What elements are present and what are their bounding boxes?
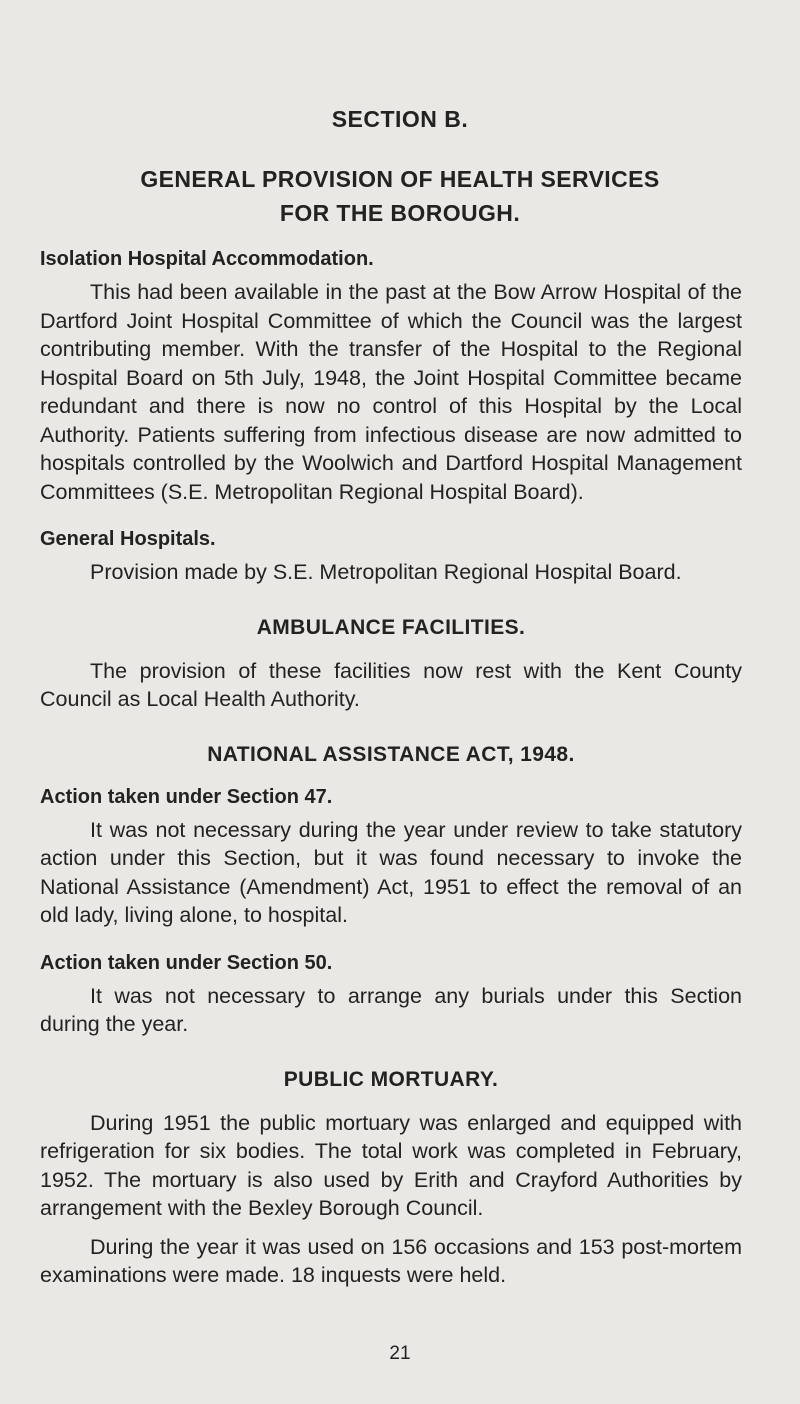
document-body (40, 246, 742, 1300)
mortuary-paragraph-1: During 1951 the public mortuary was enlarged and equipped with refrigeration for six bodies. The total work was completed in February, 1952. The mortuary is also used by Erith and Crayford Authorities by arrangement with the Bexley Borough Council. (40, 1110, 742, 1220)
section-label: SECTION B. (331, 106, 469, 132)
section-50-paragraph: It was not necessary to arrange any burials under this Section during the year. (40, 983, 742, 1036)
section-50-heading: Action taken under Section 50. (40, 951, 333, 974)
national-assistance-heading: NATIONAL ASSISTANCE ACT, 1948. (207, 742, 575, 766)
mortuary-paragraph-2: During the year it was used on 156 occasions and 153 post-mortem examinations were made. 18 inquests were held. (40, 1234, 742, 1287)
isolation-heading: Isolation Hospital Accommodation. (40, 248, 374, 270)
page-title-line-2: FOR THE BOROUGH. (279, 200, 521, 226)
general-hospitals-heading: General Hospitals. (40, 528, 216, 550)
general-hospitals-paragraph: Provision made by S.E. Metropolitan Regional Hospital Board. (90, 560, 682, 584)
page-title-line-1: GENERAL PROVISION OF HEALTH SERVICES (140, 166, 660, 192)
page-title (0, 162, 800, 230)
ambulance-heading: AMBULANCE FACILITIES. (256, 615, 526, 639)
mortuary-heading: PUBLIC MORTUARY. (283, 1067, 499, 1091)
section-47-paragraph: It was not necessary during the year under review to take statutory action under this Section, but it was found necessary to invoke the National Assistance (Amendment) Act, 1951 to effect the removal of an old lady, living alone, to hospital. (40, 817, 742, 927)
page-number: 21 (389, 1343, 411, 1364)
ambulance-paragraph: The provision of these facilities now rest with the Kent County Council as Local Health Authority. (40, 658, 742, 711)
isolation-paragraph: This had been available in the past at the Bow Arrow Hospital of the Dartford Joint Hospital Committee of which the Council was the largest contributing member. With the transfer of the Hospital to the Regional Hospital Board on 5th July, 1948, the Joint Hospital Committee became redundant and there is now no control of this Hospital by the Local Authority. Patients suffering from infectious disease are now admitted to hospitals controlled by the Woolwich and Dartford Hospital Management Committees (S.E. Metropolitan Regional Hospital Board). (40, 280, 742, 504)
section-47-heading: Action taken under Section 47. (40, 785, 333, 808)
